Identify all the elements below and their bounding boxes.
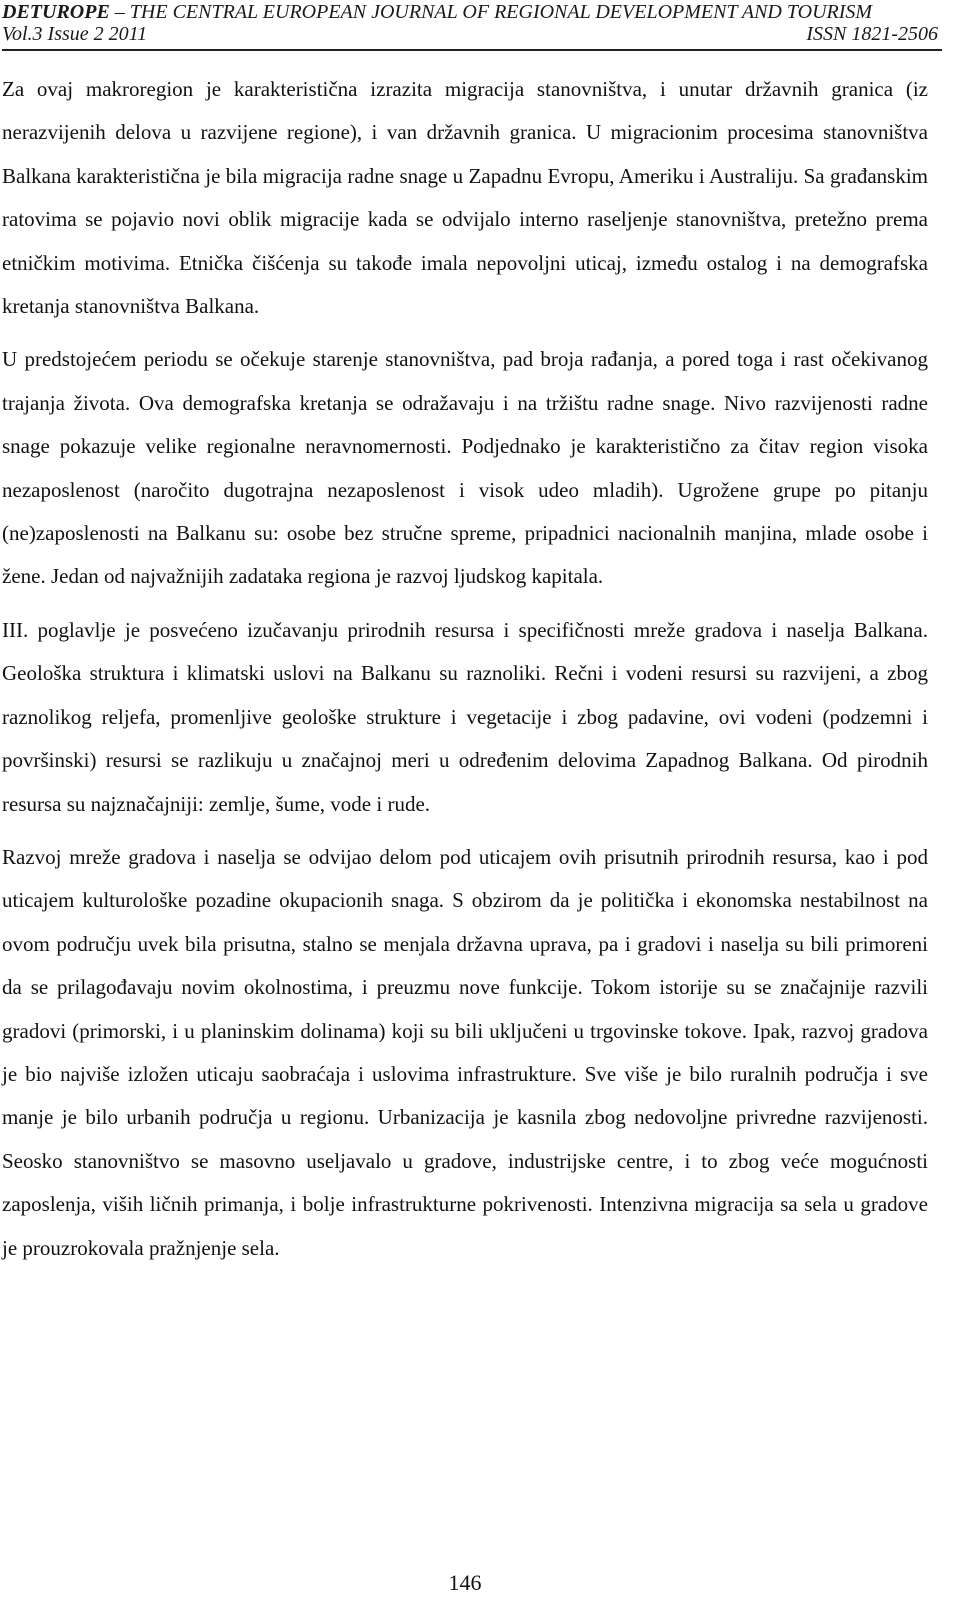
page-header: [0, 0, 960, 52]
journal-abbreviation: DETUROPE: [2, 1, 110, 23]
issue-info-line: [2, 22, 942, 46]
journal-full-title: – THE CENTRAL EUROPEAN JOURNAL OF REGIONAL DEVELOPMENT AND TOURISM: [109, 1, 873, 23]
article-body: [2, 68, 928, 1280]
paragraph-demography: U predstojećem periodu se očekuje starenje stanovništva, pad broja rađanja, a pored toga i rast očekivanog trajanja života. Ova demografska kretanja se odražavaju i na tržištu radne snage. Nivo razvijenosti radne snage pokazuje velike regionalne neravnomernosti. Podjednako je karakteristično za čitav region visoka nezaposlenost (naročito dugotrajna nezaposlenost i visok udeo mladih). Ugrožene grupe po pitanju (ne)zaposlenosti na Balkanu su: osobe bez stručne spreme, pripadnici nacionalnih manjina, mlade osobe i žene. Jedan od najvažnijih zadataka regiona je razvoj ljudskog kapitala.: [2, 347, 928, 589]
paragraph-settlement-network: Razvoj mreže gradova i naselja se odvijao delom pod uticajem ovih prisutnih prirodnih resursa, kao i pod uticajem kulturološke pozadine okupacionih snaga. S obzirom da je politička i ekonomska nestabilnost na ovom području uvek bila prisutna, stalno se menjala državna uprava, pa i gradovi i naselja su bili primoreni da se prilagođavaju novim okolnostima, i preuzmu nove funkcije. Tokom istorije su se značajnije razvili gradovi (primorski, i u planinskim dolinama) koji su bili uključeni u trgovinske tokove. Ipak, razvoj gradova je bio najviše izložen uticaju saobraćaja i uslovima infrastrukture. Sve više je bilo ruralnih područja i sve manje je bilo urbanih područja u regionu. Urbanizacija je kasnila zbog nedovoljne privredne razvijenosti. Seosko stanovništvo se masovno useljavalo u gradove, industrijske centre, i to zbog veće mogućnosti zaposlenja, viših ličnih primanja, i bolje infrastrukturne pokrivenosti. Intenzivna migracija sa sela u gradove je prouzrokovala pražnjenje sela.: [2, 844, 928, 1260]
volume-issue: Vol.3 Issue 2 2011: [2, 23, 148, 45]
header-divider: [2, 49, 942, 51]
paragraph-migration: Za ovaj makroregion je karakteristična izrazita migracija stanovništva, i unutar državnih granica (iz nerazvijenih delova u razvijene regione), i van državnih granica. U migracionim procesima stanovništva Balkana karakteristična je bila migracija radne snage u Zapadnu Evropu, Ameriku i Australiju. Sa građanskim ratovima se pojavio novi oblik migracije kada se odvijalo interno raseljenje stanovništva, pretežno prema etničkim motivima. Etnička čišćenja su takođe imala nepovoljni uticaj, između ostalog i na demografska kretanja stanovništva Balkana.: [2, 77, 928, 319]
page-number: 146: [448, 1570, 482, 1595]
issn-number: ISSN 1821-2506: [806, 23, 938, 45]
journal-title: [2, 0, 942, 24]
paragraph-natural-resources: III. poglavlje je posvećeno izučavanju prirodnih resursa i specifičnosti mreže gradova i naselja Balkana. Geološka struktura i klimatski uslovi na Balkanu su raznoliki. Rečni i vodeni resursi su razvijeni, a zbog raznolikog reljefa, promenljive geološke strukture i vegetacije i zbog padavine, ovi vodeni (podzemni i površinski) resursi se razlikuju u značajnoj meri u određenim delovima Zapadnog Balkana. Od pirodnih resursa su najznačajniji: zemlje, šume, vode i rude.: [2, 617, 928, 816]
